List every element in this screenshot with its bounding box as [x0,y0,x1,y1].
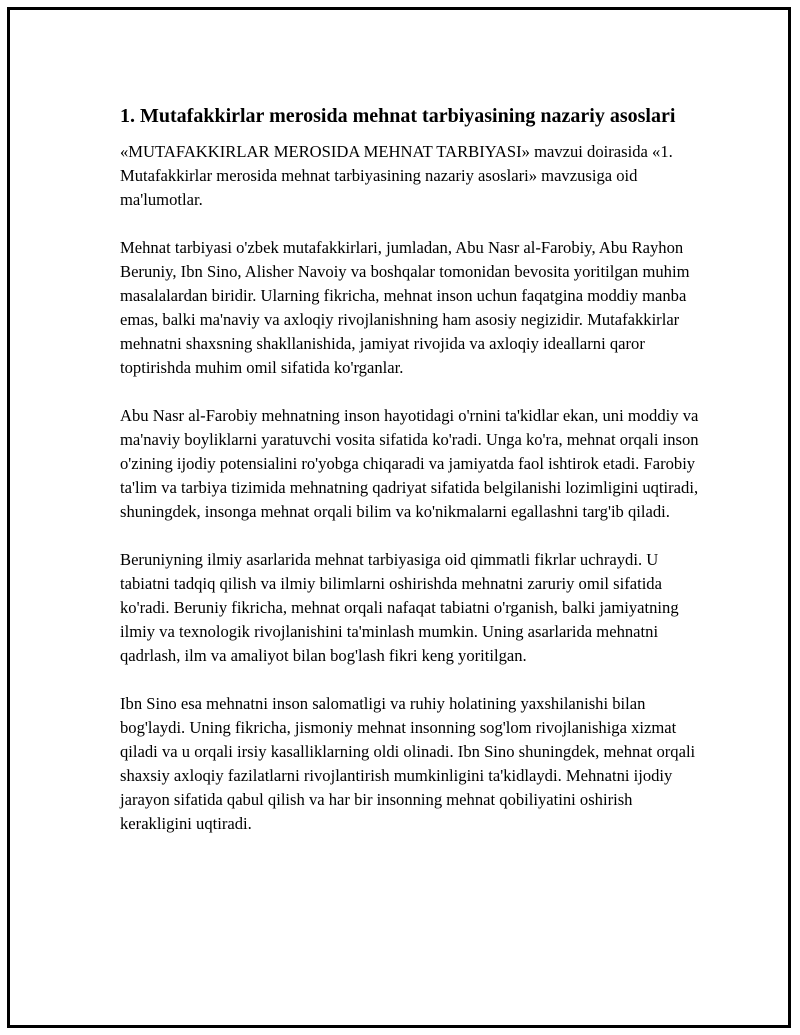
paragraph-beruniy: Beruniyning ilmiy asarlarida mehnat tarbiyasiga oid qimmatli fikrlar uchraydi. U tabiatni tadqiq qilish va ilmiy bilimlarni oshirishda mehnatni zaruriy omil sifatida ko'radi. Beruniy fikricha, mehnat orqali nafaqat tabiatni o'rganish, balki jamiyatning ilmiy va texnologik rivojlanishini ta'minlash mumkin. Uning asarlarida mehnatni qadrlash, ilm va amaliyot bilan bog'lash fikri keng yoritilgan. [120,550,679,665]
page-frame [7,7,791,1028]
paragraph-intro: «MUTAFAKKIRLAR MEROSIDA MEHNAT TARBIYASI» mavzui doirasida «1. Mutafakkirlar merosida mehnat tarbiyasining nazariy asoslari» mavzusiga oid ma'lumotlar. [120,142,673,209]
section-heading: 1. Mutafakkirlar merosida mehnat tarbiyasining nazariy asoslari [120,105,676,127]
document-body [120,102,700,860]
paragraph-ibn-sino: Ibn Sino esa mehnatni inson salomatligi va ruhiy holatining yaxshilanishi bilan bog'laydi. Uning fikricha, jismoniy mehnat insonning sog'lom rivojlanishiga xizmat qiladi va u orqali irsiy kasalliklarning oldi olinadi. Ibn Sino shuningdek, mehnat orqali shaxsiy axloqiy fazilatlarni rivojlantirish mumkinligini ta'kidlaydi. Mehnatni ijodiy jarayon sifatida qabul qilish va har bir insonning mehnat qobiliyatini oshirish kerakligini uqtiradi. [120,694,696,833]
paragraph-overview: Mehnat tarbiyasi o'zbek mutafakkirlari, jumladan, Abu Nasr al-Farobiy, Abu Rayhon Beruniy, Ibn Sino, Alisher Navoiy va boshqalar tomonidan bevosita yoritilgan muhim masalalardan biridir. Ularning fikricha, mehnat inson uchun faqatgina moddiy manba emas, balki ma'naviy va axloqiy rivojlanishning ham asosiy negizidir. Mutafakkirlar mehnatni shaxsning shakllanishida, jamiyat rivojida va axloqiy ideallarni qaror toptirishda muhim omil sifatida ko'rganlar. [120,238,690,377]
paragraph-farobiy: Abu Nasr al-Farobiy mehnatning inson hayotidagi o'rnini ta'kidlar ekan, uni moddiy va ma'naviy boyliklarni yaratuvchi vosita sifatida ko'radi. Unga ko'ra, mehnat orqali inson o'zining ijodiy potensialini ro'yobga chiqaradi va jamiyatda faol ishtirok etadi. Farobiy ta'lim va tarbiya tizimida mehnatning qadriyat sifatida belgilanishi lozimligini uqtiradi, shuningdek, insonga mehnat orqali bilim va ko'nikmalarni egallashni targ'ib qiladi. [120,406,699,521]
